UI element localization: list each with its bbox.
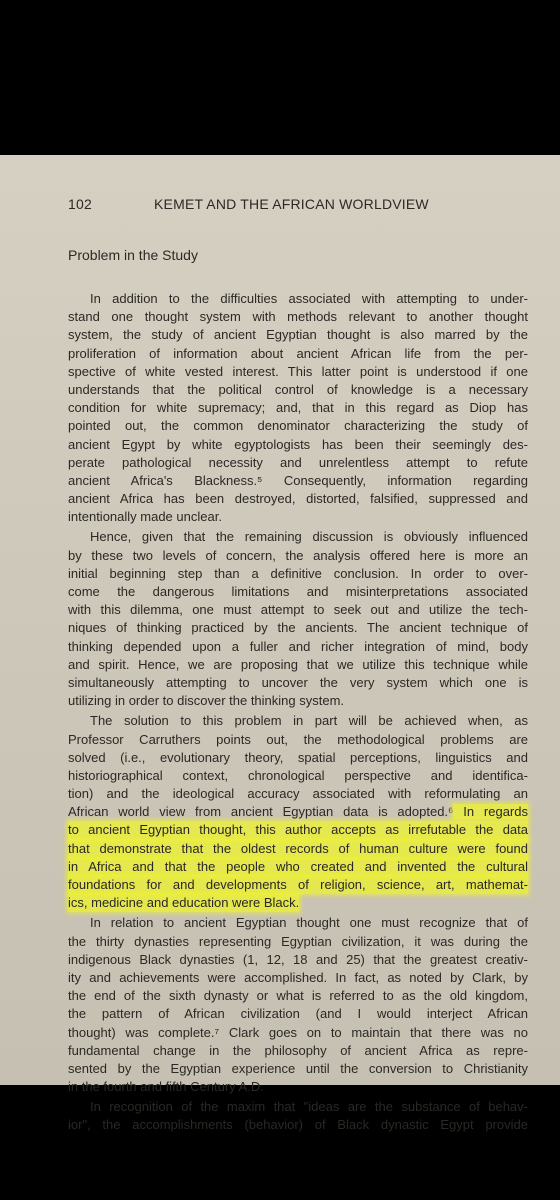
highlighted-line: ics, medicine and education were Black.	[68, 894, 299, 912]
text-line: in the fourth and fifth Century A.D.	[68, 1079, 264, 1095]
text-line: system, the study of ancient Egyptian thought is also marred by the	[68, 327, 528, 343]
text-line: condition for white supremacy; and, that in this regard as Diop has	[68, 400, 528, 416]
highlighted-line: foundations for and developments of religion, science, art, mathemat-	[68, 876, 528, 894]
highlighted-segment: In regards	[453, 804, 528, 820]
paragraph-1	[68, 290, 528, 526]
section-heading: Problem in the Study	[68, 247, 198, 263]
text-line: intentionally made unclear.	[68, 509, 222, 525]
paragraph-4	[68, 914, 528, 1096]
text-line: simultaneously attempting to uncover the very system which one is	[68, 674, 528, 690]
text-line: stand one thought system with methods relevant to another thought	[68, 309, 528, 325]
running-header	[68, 196, 500, 212]
text-line: Professor Carruthers points out, the methodological problems are	[68, 731, 528, 747]
text-line: historiographical context, chronological perspective and identifica-	[68, 767, 528, 783]
text-line: proliferation of information about ancient African life from the per-	[68, 345, 528, 361]
book-title: KEMET AND THE AFRICAN WORLDVIEW	[154, 196, 429, 212]
text-line: The solution to this problem in part will be achieved when, as	[90, 713, 528, 729]
text-line: the end of the sixth dynasty or what is referred to as the old kingdom,	[68, 988, 528, 1004]
text-line: by these two levels of concern, the analysis offered here is more an	[68, 547, 528, 563]
paragraph-2	[68, 528, 528, 710]
page-number: 102	[68, 196, 92, 212]
text-line: with this dilemma, one must attempt to seek out and utilize the tech-	[68, 602, 528, 618]
text-line: thought) was complete.⁷ Clark goes on to maintain that there was no	[68, 1024, 528, 1040]
text-line: ancient Egypt by white egyptologists has been their seemingly des-	[68, 436, 528, 452]
text-line: ior", the accomplishments (behavior) of Black dynastic Egypt provide	[68, 1117, 528, 1133]
text-line: spective of white vested interest. This latter point is understood if one	[68, 363, 528, 379]
text-line: solved (i.e., evolutionary theory, spatial perceptions, linguistics and	[68, 749, 528, 765]
text-line: In recognition of the maxim that "ideas are the substance of behav-	[90, 1099, 528, 1115]
text-line: ancient Africa's Blackness.⁵ Consequently, information regarding	[68, 472, 528, 488]
text-line: sented by the Egyptian experience until the conversion to Christianity	[68, 1060, 528, 1076]
text-line: understands that the political control of knowledge is a necessary	[68, 381, 528, 397]
text-line: and spirit. Hence, we are proposing that we utilize this technique while	[68, 656, 528, 672]
text-line: thinking depended upon a fuller and richer integration of mind, body	[68, 638, 528, 654]
text-line-partially-highlighted	[68, 803, 528, 821]
text-line: ancient Africa has been destroyed, distorted, falsified, suppressed and	[68, 491, 528, 507]
highlighted-line: that demonstrate that the oldest records of human culture were found	[68, 840, 528, 858]
highlighted-line: in Africa and that the people who created and invented the cultural	[68, 858, 528, 876]
text-line: come the dangerous limitations and misinterpretations associated	[68, 584, 528, 599]
text-line: fundamental change in the philosophy of ancient Africa as repre-	[68, 1042, 528, 1058]
text-line: ity and achievements were accomplished. In fact, as noted by Clark, by	[68, 969, 528, 985]
paragraph-3	[68, 712, 528, 912]
text-line: niques of thinking practiced by the ancients. The ancient technique of	[68, 620, 528, 636]
text-line: the pattern of African civilization (and I would interject African	[68, 1006, 528, 1022]
text-line: Hence, given that the remaining discussion is obviously influenced	[90, 529, 528, 545]
text-line: initial beginning step than a definitive conclusion. In order to over-	[68, 565, 528, 581]
body-text	[68, 290, 528, 1135]
text-line: perate pathological necessity and unrelentless attempt to refute	[68, 454, 528, 470]
text-line: indigenous Black dynasties (1, 12, 18 and 25) that the greatest creativ-	[68, 951, 528, 967]
paragraph-5	[68, 1098, 528, 1134]
highlighted-line: to ancient Egyptian thought, this author accepts as irrefutable the data	[68, 821, 528, 839]
text-line: pointed out, the common denominator characterizing the study of	[68, 418, 528, 434]
text-line: In addition to the difficulties associated with attempting to under-	[90, 291, 528, 306]
text-line: tion) and the ideological accuracy associated with reformulating an	[68, 786, 528, 802]
text-segment: African world view from ancient Egyptian data is adopted.⁶	[68, 804, 454, 820]
text-line: the thirty dynasties representing Egyptian civilization, it was during the	[68, 933, 528, 949]
text-line: utilizing in order to discover the thinking system.	[68, 693, 345, 709]
book-page	[0, 155, 560, 1133]
text-line: In relation to ancient Egyptian thought one must recognize that of	[90, 915, 528, 931]
